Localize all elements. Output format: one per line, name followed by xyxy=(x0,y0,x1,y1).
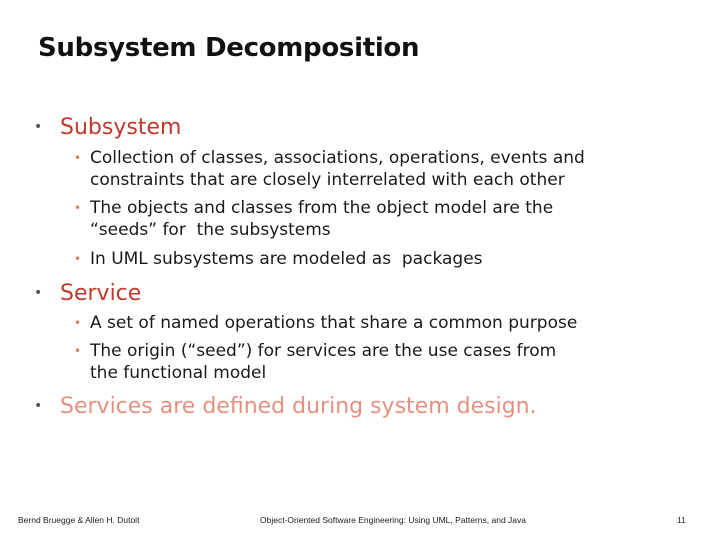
sub-bullet-marker: • xyxy=(74,151,82,165)
sub-bullet-text: The objects and classes from the object model are the “seeds” for the subsystems xyxy=(90,198,554,240)
bullet-service xyxy=(34,280,141,307)
sub-bullet xyxy=(74,197,694,241)
sub-bullet xyxy=(74,248,694,270)
sub-bullet-marker: • xyxy=(74,201,82,215)
bullet-marker: • xyxy=(34,285,43,301)
bullet-label: Services are defined during system design. xyxy=(60,394,537,419)
sub-bullet xyxy=(74,340,694,384)
sub-bullet-text: In UML subsystems are modeled as packages xyxy=(90,249,483,269)
footer-book-title: Object-Oriented Software Engineering: Using UML, Patterns, and Java xyxy=(260,515,526,525)
bullet-subsystem xyxy=(34,114,181,141)
sub-bullet-marker: • xyxy=(74,252,82,266)
sub-bullet-text: The origin (“seed”) for services are the use cases from the functional model xyxy=(90,341,557,383)
footer-authors: Bernd Bruegge & Allen H. Dutoit xyxy=(18,515,140,525)
slide-title: Subsystem Decomposition xyxy=(38,33,420,63)
bullet-label: Service xyxy=(60,281,142,306)
sub-bullet-text: Collection of classes, associations, operations, events and constraints that are closely interrelated with each other xyxy=(90,148,585,190)
sub-bullet-marker: • xyxy=(74,344,82,358)
bullet-label: Subsystem xyxy=(60,115,182,140)
bullet-marker: • xyxy=(34,398,43,414)
sub-bullet xyxy=(74,147,694,191)
sub-bullet-marker: • xyxy=(74,316,82,330)
sub-bullet xyxy=(74,312,694,334)
bullet-marker: • xyxy=(34,119,43,135)
sub-bullet-text: A set of named operations that share a common purpose xyxy=(90,313,578,333)
footer-page-number: 11 xyxy=(677,515,686,525)
bullet-services-defined xyxy=(34,393,537,420)
